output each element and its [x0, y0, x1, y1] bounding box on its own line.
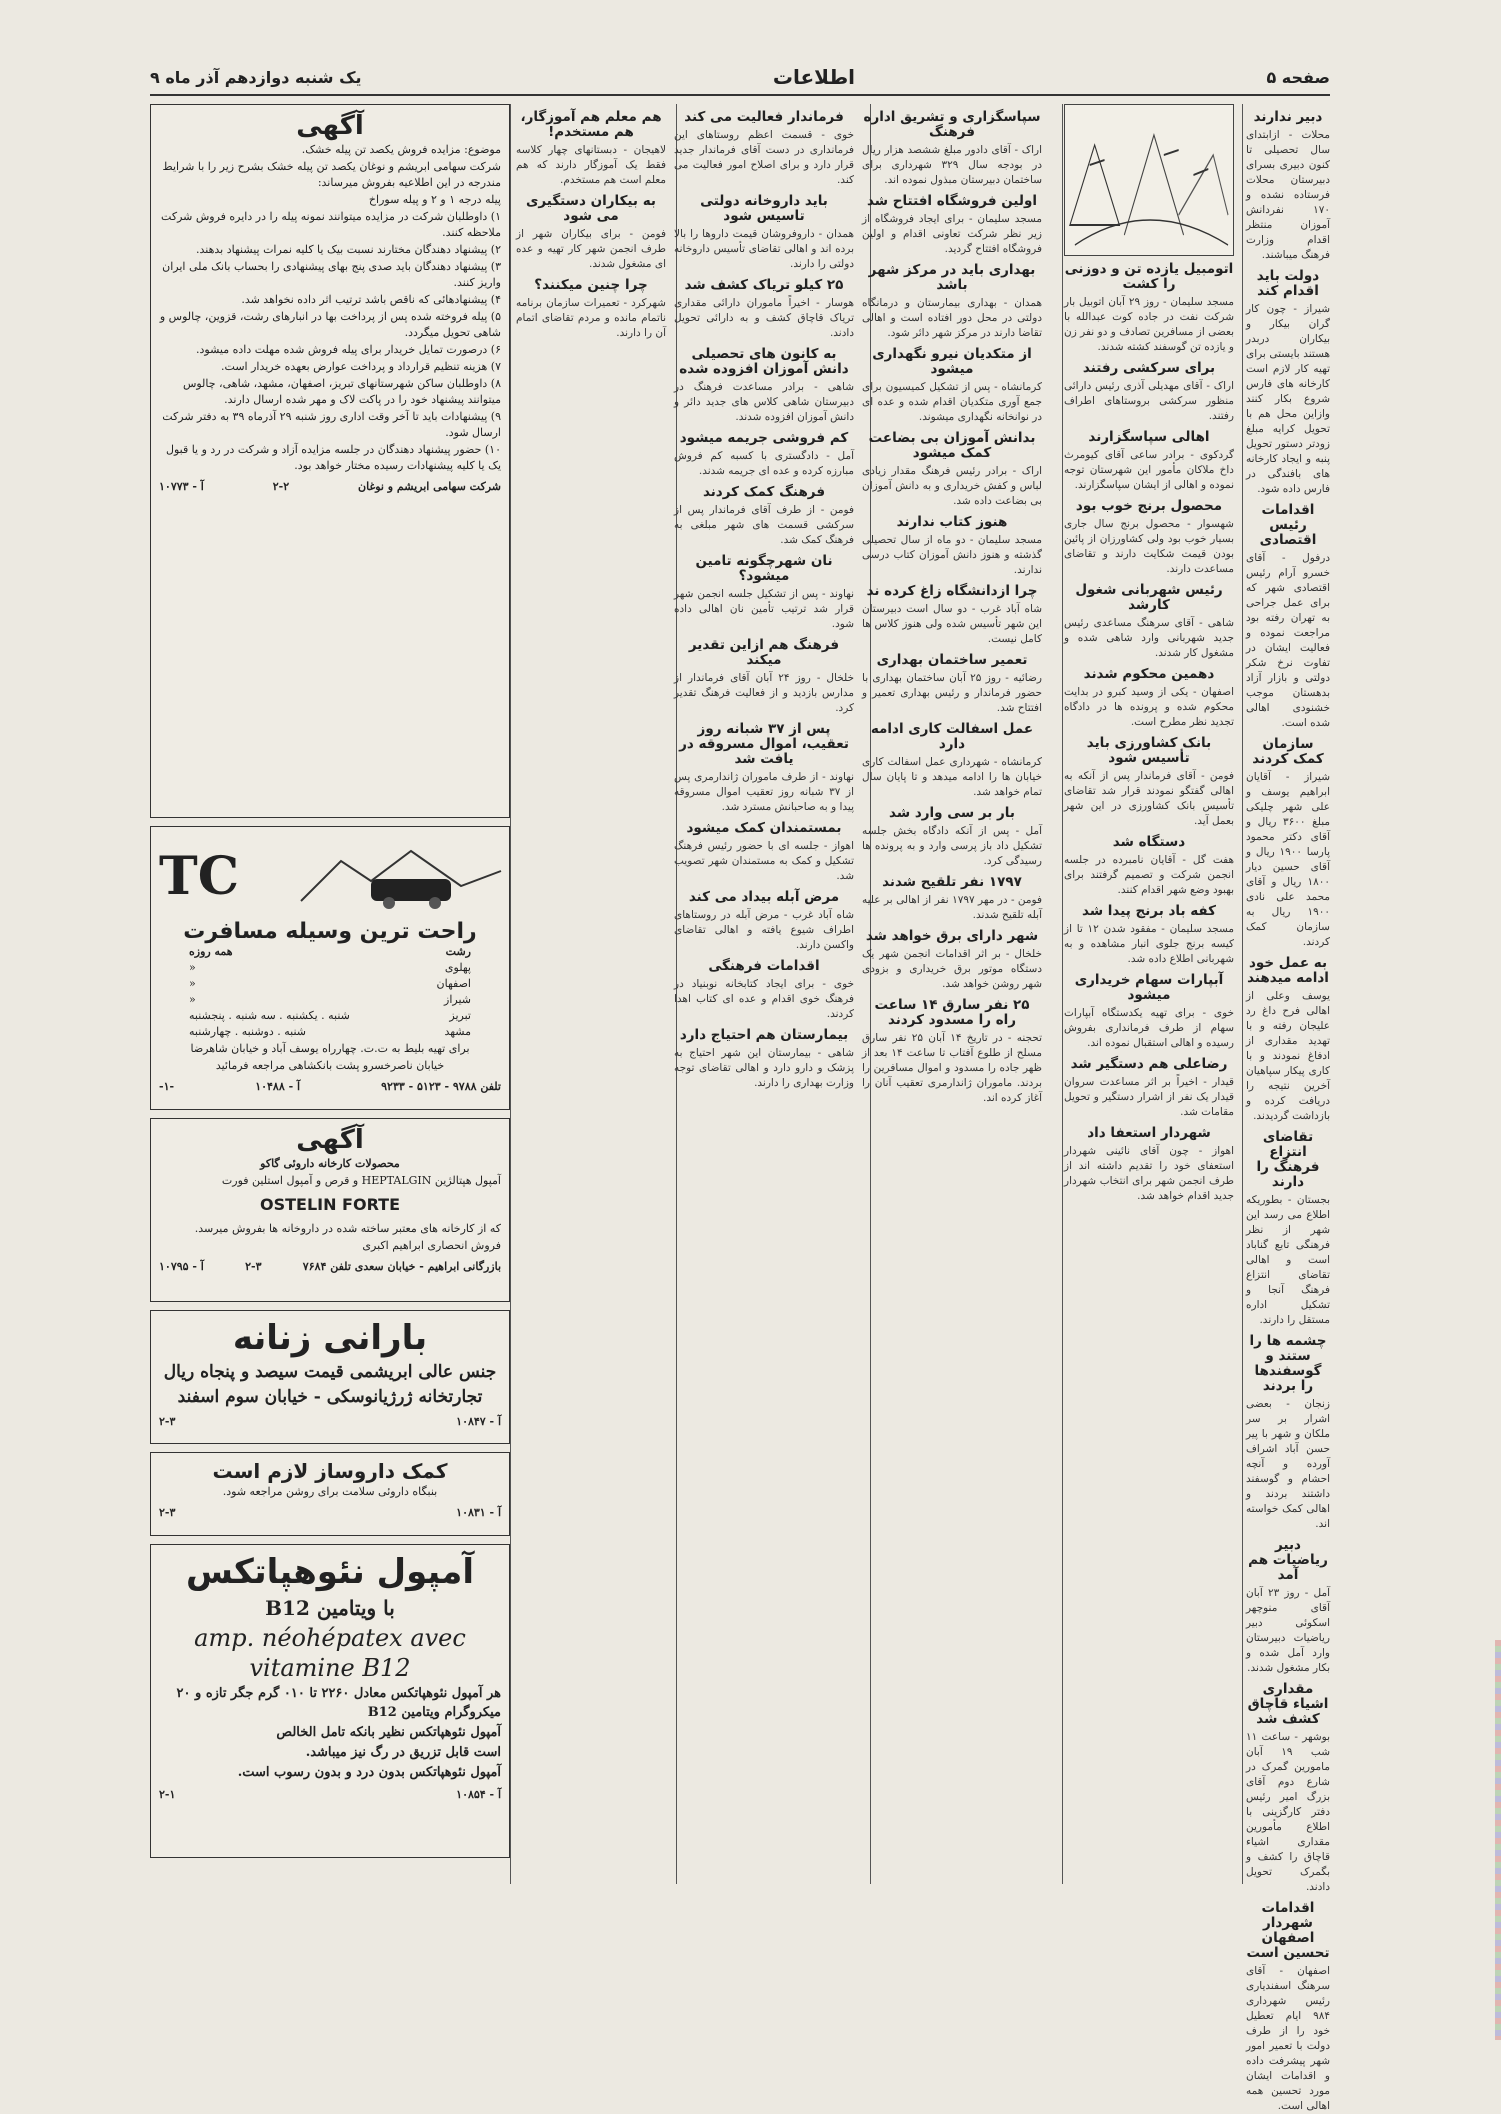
ad-text: که از کارخانه های معتبر ساخته شده در داروخانه ها بفروش میرسد. [194, 1222, 501, 1235]
article-headline: رئیس شهربانی شغول کارشد [1075, 582, 1223, 613]
route-row [159, 1024, 501, 1040]
ad-code: آ - ۱۰۴۸۸ [255, 1080, 301, 1093]
article-body: محلات - ازابتدای سال تحصیلی تا کنون دبیری بسرای دبیرستان محلات فرستاده نشده و ۱۷۰ نفردانش آموزان منتظر اقدام وزارت فرهنگ میباشند. [1246, 129, 1330, 261]
ad-text: آمپول هپتالژین HEPTALGIN و قرص و آمپول استلین فورت [221, 1174, 501, 1187]
ad-clause: ۴) پیشنهادهائی که ناقص باشد ترتیب اثر داده نخواهد شد. [241, 293, 501, 306]
article-headline: برای سرکشی رفتند [1082, 360, 1216, 376]
article-body: رضائیه - روز ۲۵ آبان ساختمان بهداری با حضور فرماندار و رئیس بهداری تعمیر و افتتاح شد. [862, 672, 1042, 714]
column-4 [674, 104, 854, 1884]
article-headline: دولت باید اقدام کند [1256, 268, 1320, 299]
page-number: صفحه ۵ [1266, 67, 1330, 87]
ad-clause: موضوع: مزایده فروش یکصد تن پیله خشک. [301, 143, 501, 156]
article-headline: تعمیر ساختمان بهداری [876, 652, 1028, 668]
article-body: اهواز - جلسه ای با حضور رئیس فرهنگ تشکیل و کمک به مستمندان شهر تصویب شد. [674, 840, 854, 882]
article-body: بوشهر - ساعت ۱۱ شب ۱۹ آبان مامورین گمرک در شارع دوم آقای بزرگ امیر رئیس دفتر کارگزینی با اطلاع مأمورین مقداری اشیاء قاچاق را کشف و بگمرک تحویل دادند. [1246, 1731, 1331, 1893]
article-headline: بهداری باید در مرکز شهر باشد [868, 262, 1036, 293]
article-body: اهواز - چون آقای نائینی شهردار استعفای خود را تقدیم داشته اند از طرف انجمن شهر برای انتخاب شهردار جدید اقدام خواهد شد. [1064, 1145, 1234, 1202]
route-row [159, 976, 501, 992]
article-body: یوسف وعلی از اهالی فرح داغ رد علیجان رفته و با تهدید مقداری از ادفاغ نمودند و با کاری پیکار سپاهیان آخرین نتیجه را دریافت کرده و بازداشت گردیدند. [1246, 990, 1330, 1122]
article-headline: بیمارستان هم احتیاج دارد [679, 1027, 849, 1043]
ad-times: ۲-۳ [245, 1260, 262, 1273]
article-headline: سپاسگزاری و تشریق اداره فرهنگ [863, 109, 1041, 140]
paper-name: اطلاعات [772, 65, 856, 89]
ad-travel [150, 826, 510, 1110]
article-headline: هنوز کتاب ندارند [896, 514, 1008, 530]
article-headline: دبیر ریاضیات هم آمد [1248, 1537, 1328, 1583]
ad-clause: ۹) پیشنهادات باید تا آخر وقت اداری روز شنبه ۲۹ آذرماه ۳۹ به دفتر شرکت ارسال شود. [162, 410, 501, 439]
route-frequency: همه روزه [189, 945, 233, 958]
route-row [159, 992, 501, 1008]
article-body: شاه آباد غرب - مرض آبله در روستاهای اطراف شیوع یافته و اهالی تقاضای واکسن دارند. [674, 909, 854, 951]
article-columns [150, 104, 1331, 2112]
ad-clause: ۱) داوطلبان شرکت در مزایده میتوانند نمونه پیله را در دایره فروش شرکت ملاحظه کنند. [161, 210, 501, 239]
article-headline: مرض آبله بیداد می کند [688, 889, 840, 905]
article-body: فومن - از طرف آقای فرماندار پس از سرکشی قسمت های شهر مبلغی به فرهنگ کمک شد. [674, 504, 854, 546]
ad-clause: پیله درجه ۱ و ۲ و پیله سوراخ [368, 193, 501, 206]
ad-text: است قابل تزریق در رگ نیز میباشد. [305, 1745, 501, 1760]
article-headline: دهمین محکوم شدند [1083, 666, 1215, 682]
article-headline: به عمل خود ادامه میدهند [1247, 955, 1329, 986]
article-headline: اقدامات رئیس اقتصادی [1259, 502, 1317, 548]
article-headline: بمستمندان کمک میشود [686, 820, 842, 836]
ad-times: ۲-۲ [272, 480, 290, 493]
article-headline: ۱۷۹۷ نفر تلقیح شدند [882, 874, 1022, 890]
product-name: OSTELIN FORTE [259, 1195, 401, 1214]
ad-code: آ - ۱۰۸۵۴ [456, 1788, 501, 1801]
article-body: اراک - آقای مهدیلی آذری رئیس دارائی منظور سرکشی بروستاهای اطراف رفتند. [1064, 380, 1234, 422]
article-headline: آبپارات سهام خریداری میشود [1074, 972, 1224, 1003]
article-body: اراک - آقای دادور مبلغ ششصد هزار ریال در بودجه سال ۳۲۹ شهرداری برای ساختمان دبیرستان مبذول نموده اند. [862, 144, 1043, 186]
article-headline: بانک کشاورزی باید تأسیس شود [1086, 735, 1212, 766]
article-body: مسجد سلیمان - روز ۲۹ آبان اتوبیل بار شرکت نفت در جاده کوت عبدالله با بعضی از مسافرین تصادف و دو نفر زن و یازده تن گوسفند کشته شدند. [1064, 296, 1234, 353]
ad-help-wanted [150, 1452, 510, 1536]
route-days: « [189, 993, 196, 1006]
ad-times: ۲-۱ [159, 1788, 176, 1801]
article-headline: ۲۵ نفر سارق ۱۴ ساعت راه را مسدود کردند [874, 997, 1030, 1028]
article-headline: بدانش آموزان بی بضاعت کمک میشود [868, 430, 1036, 461]
article-headline: کفه باد برنج پیدا شد [1082, 903, 1216, 919]
article-body: شاهی - بیمارستان این شهر احتیاج به پزشک و دارو دارد و اهالی تقاضای توجه وزارت بهداری را دارند. [674, 1047, 854, 1089]
bus-icon [301, 841, 501, 911]
company-logo: TC [159, 845, 240, 907]
article-body: هوسار - اخیراً ماموران دارائی مقداری تریاک قاچاق کشف و به دارائی تحویل دادند. [674, 297, 854, 339]
ad-code: آ - ۱۰۷۹۵ [159, 1260, 204, 1273]
article-body: خلخال - بر اثر اقدامات انجمن شهر یک دستگاه موتور برق خریداری و بزودی شهر روشن خواهد شد. [862, 948, 1042, 990]
article-headline: شهر دارای برق خواهد شد [865, 928, 1039, 944]
ad-title: کمک داروساز لازم است [212, 1459, 448, 1483]
article-body: شیراز - چون کار گران بیکار و بیکاران دربدر هستند بایستی برای تهیه کار لازم است کارخانه های فارس شروع بکار کنند وازاین محل هم با تحویل کرایه مبلغ زودتر دستور تحویل پنبه و ایجاد کارخانه های بافندگی در فارس داده شود. [1246, 303, 1330, 495]
ad-company: شرکت سهامی ابریشم و نوغان [358, 480, 501, 493]
article-headline: فرهنگ هم ازاین تقدیر میکند [688, 637, 840, 668]
ad-text: برای تهیه بلیط به ت.ت. چهارراه یوسف آباد و خیابان شاهرضا [190, 1042, 470, 1055]
ad-raincoat [150, 1310, 510, 1444]
advertisements-column [150, 104, 510, 1884]
article-body: کرمانشاه - پس از تشکیل کمیسیون برای جمع آوری متکدیان اقدام شده و عده ای در نوانخانه نگهداری میشوند. [862, 381, 1042, 423]
product-name-latin: vitamine B12 [249, 1654, 411, 1682]
ad-phone: تلفن ۹۷۸۸ - ۵۱۲۳ - ۹۲۳۳ [381, 1080, 501, 1093]
article-headline: پس از ۳۷ شبانه روز تعقیب، اموال مسروقه در یافت شد [679, 721, 849, 767]
article-body: فومن - برای بیکاران شهر از طرف انجمن شهر کار تهیه و عده ای مشغول شدند. [516, 228, 666, 270]
article-body: شیراز - آقایان ابراهیم یوسف و علی شهر چلیکی مبلغ ۳۶۰۰ ریال و آقای دکتر محمود پارسا ۱۹۰۰ ریال و آقای حسین دیار ۱۸۰۰ ریال و آقای محمد علی نادی ۱۹۰۰ ریال به سازمان کمک کردند. [1246, 771, 1330, 948]
article-body: خوی - برای ایجاد کتابخانه نوبنیاد در فرهنگ خوی اقدام و عده ای کتاب اهدا کردند. [674, 978, 854, 1020]
article-headline: ۲۵ کیلو تریاک کشف شد [684, 277, 844, 293]
article-body: فومن - در مهر ۱۷۹۷ نفر از اهالی بر علیه آبله تلقیح شدند. [862, 894, 1042, 921]
route-city: اصفهان [436, 977, 471, 990]
ad-silk-auction [150, 104, 510, 818]
article-headline: فرماندار فعالیت می کند [684, 109, 844, 125]
article-headline: باید داروخانه دولتی تاسیس شود [700, 193, 828, 224]
ad-address: بازرگانی ابراهیم - خیابان سعدی تلفن ۷۶۸۴ [302, 1260, 501, 1273]
article-headline: به کانون های تحصیلی دانش آموزان افزوده شده [679, 346, 849, 377]
ad-clause: شرکت سهامی ابریشم و نوغان یکصد تن پیله خشک بشرح زیر را با شرایط مندرجه در این اطلاعیه بفروش میرساند: [162, 160, 501, 189]
article-headline: دستگاه شد [1112, 834, 1186, 850]
ad-text: هر آمپول نئوهپاتکس معادل ۲۲۶۰ تا ۰۱۰ گرم جگر تازه و ۲۰ میکروگرام ویتامین B12 [176, 1686, 501, 1720]
article-body: نهاوند - پس از تشکیل جلسه انجمن شهر قرار شد ترتیب تأمین نان اهالی داده شود. [674, 588, 854, 630]
article-body: خلخال - روز ۲۴ آبان آقای فرماندار از مدارس بازدید و از فعالیت فرهنگ تقدیر کرد. [674, 672, 854, 714]
ad-code: آ - ۱۰۸۴۷ [456, 1415, 501, 1428]
article-body: درفول - آقای خسرو آرام رئیس اقتصادی شهر که برای عمل جراحی به تهران رفته بود مراجعت نموده و فعالیت ایشان در تفاوت نرخ شکر دولتی و بازار آزاد بدهستان موجب خشنودی اهالی شده است. [1246, 552, 1330, 729]
route-city: مشهد [444, 1025, 471, 1038]
article-headline: چرا چنین میکنند؟ [534, 277, 648, 293]
ad-clause: ۷) هزینه تنظیم قرارداد و پرداخت عوارض بعهده خریدار است. [221, 360, 501, 373]
article-headline: رضاعلی هم دستگیر شد [1070, 1056, 1228, 1072]
article-headline: نان شهرچگونه تامین میشود؟ [695, 553, 833, 584]
article-body: مسجد سلیمان - دو ماه از سال تحصیلی گذشته و هنوز دانش آموزان کتاب درسی ندارند. [862, 534, 1042, 576]
column-5 [516, 104, 666, 1884]
route-city: تبریز [449, 1009, 471, 1022]
masthead [150, 60, 1330, 96]
article-body: کرمانشاه - شهرداری عمل اسفالت کاری خیابان ها را ادامه میدهد و تا پایان سال تمام خواهد شد. [862, 756, 1042, 798]
ad-times: ۲-۳ [159, 1506, 176, 1519]
article-headline: چشمه ها را ستند و گوسفندها را بردند [1249, 1333, 1327, 1394]
article-body: لاهیجان - دبستانهای چهار کلاسه فقط یک آموزگار دارند که هم معلم است هم مستخدم. [516, 144, 666, 186]
article-headline: عمل اسفالت کاری ادامه دارد [870, 721, 1034, 752]
article-body: مسجد سلیمان - برای ایجاد فروشگاه از زیر نظر شرکت تعاونی اقدام و اولین فروشگاه افتتاح گردید. [862, 213, 1042, 255]
article-headline: مقداری اشیاء قاچاق کشف شد [1247, 1681, 1329, 1727]
route-days: « [189, 961, 196, 974]
ad-subtitle: با ویتامین B12 [265, 1596, 395, 1620]
article-body: زنجان - بعضی اشرار بر سر ملکان و شهر با پیر حسن آباد اشراف آورده و آنچه احشام و گوسفند داشتند بردند و اهالی کمک خواسته اند. [1246, 1398, 1330, 1530]
ad-text: آمپول نئوهپاتکس بدون درد و بدون رسوب است. [237, 1765, 501, 1780]
ad-clause: ۳) پیشنهاد دهندگان باید صدی پنج بهای پیشنهادی را بحساب بانک ملی ایران واریز کنند. [162, 260, 501, 289]
article-body: شاهی - آقای سرهنگ مساعدی رئیس جدید شهربانی وارد شاهی شده و مشغول کار شدند. [1064, 617, 1234, 659]
article-headline: بار بر سی وارد شد [889, 805, 1015, 821]
column-1 [1246, 104, 1331, 2112]
article-headline: تقاضای انتزاع فرهنگ را دارند [1256, 1129, 1320, 1190]
article-body: شهسوار - محصول برنج سال جاری بسیار خوب بود ولی کشاورزان از پائین بودن قیمت شکایت دارند و تقاضای مساعدت دارند. [1064, 518, 1234, 575]
column-2 [1064, 104, 1234, 1884]
article-headline: به بیکاران دستگیری می شود [526, 193, 656, 224]
route-days: شنبه . یکشنبه . سه شنبه . پنجشنبه [189, 1009, 350, 1022]
ad-title: آگهی [296, 1125, 364, 1155]
ad-pharma [150, 1118, 510, 1302]
product-name-latin: amp. néohépatex avec [194, 1624, 466, 1652]
ad-text: جنس عالی ابریشمی قیمت سیصد و پنجاه ریال [163, 1362, 497, 1382]
article-headline: اولین فروشگاه افتتاح شد [866, 193, 1037, 209]
article-body: خوی - برای تهیه یکدستگاه آبپارات سهام از طرف فرمانداری بفروش رسیده و اهالی استقبال نموده اند. [1064, 1007, 1234, 1049]
ad-title: بارانی زنانه [232, 1318, 428, 1358]
article-body: اصفهان - یکی از وسید کبرو در بدایت محکوم شده و پرونده ها در دادگاه تجدید نظر مطرح است. [1064, 686, 1234, 728]
scan-edge [1495, 1640, 1501, 2040]
article-headline: هم معلم هم آموزگار، هم مستخدم! [520, 109, 662, 140]
article-body: فومن - آقای فرماندار پس از آنکه به اهالی گفتگو نمودند قرار شد تقاضای تأسیس بانک کشاورزی در این شهر بعمل آید. [1064, 770, 1234, 827]
ad-text: خیابان ناصرخسرو پشت بانکشاهی مراجعه فرمائید [215, 1059, 445, 1072]
ad-code: آ - ۱۰۷۷۳ [159, 480, 204, 493]
article-body: مسجد سلیمان - مفقود شدن ۱۲ تا از کیسه برنج جلوی انبار مشاهده و به شهربانی اطلاع داده شد. [1064, 923, 1234, 965]
article-body: همدان - بهداری بیمارستان و درمانگاه دولتی در محل دور افتاده است و اهالی تقاضا دارند در مرکز شهر دائر شود. [862, 297, 1042, 339]
ad-clause: ۲) پیشنهاد دهندگان مختارند نسبت بیک یا کلیه نمرات پیشنهاد بدهند. [196, 243, 501, 256]
route-row [159, 960, 501, 976]
article-body: اراک - برادر رئیس فرهنگ مقدار زیادی لباس و کفش خریداری و به دانش آموزان بی بضاعت داده شد. [862, 465, 1042, 507]
ad-text: فروش انحصاری ابراهیم اکبری [362, 1239, 501, 1252]
article-body: هفت گل - آقایان نامبرده در جلسه انجمن شرکت و تصمیم گرفتند برای بهبود وضع شهر اقدام کنند. [1064, 854, 1234, 896]
article-headline: اقدامات فرهنگی [708, 958, 820, 974]
ad-neohepatex [150, 1544, 510, 1858]
ad-clause: ۵) پیله فروخته شده پس از پرداخت بها در انبارهای رشت، قزوین، چالوس و شاهی تحویل میگردد. [159, 310, 501, 339]
route-days: « [189, 977, 196, 990]
article-body: نهاوند - از طرف ماموران ژاندارمری پس از ۳۷ شبانه روز تعقیب اموال مسروقه پیدا و به صاحبانش مسترد شد. [674, 771, 854, 813]
article-headline: از متکدیان نیرو نگهداری میشود [872, 346, 1032, 377]
ad-code: آ - ۱۰۸۳۱ [456, 1506, 501, 1519]
article-body: قیدار - اخیراً بر اثر مساعدت سروان قیدار یک نفر از اشرار دستگیر و تحویل مقامات شد. [1064, 1076, 1234, 1118]
article-headline: اهالی سپاسگزارند [1088, 429, 1210, 445]
article-body: آمل - روز ۲۳ آبان آقای منوچهر اسکوئی دبیر ریاضیات دبیرستان وارد آمل شده و بکار مشغول شدند. [1246, 1587, 1330, 1674]
ad-subtitle: محصولات کارخانه داروئی گاکو [260, 1157, 400, 1170]
article-headline: اتومبیل یازده تن و دوزنی را کشت [1064, 261, 1234, 292]
article-body: شاهی - برادر مساعدت فرهنگ در دبیرستان شاهی کلاس های جدید دائر و دانش آموزان افزوده شدند. [674, 381, 854, 423]
article-body: خوی - قسمت اعظم روستاهای این فرمانداری در دست آقای فرماندار جدید قرار دارد و برای اصلاح امور فعالیت می کند. [674, 129, 854, 186]
article-body: گردکوی - برادر ساعی آقای کیومرث داخ ملاکان مأمور این شهرستان توجه نموده و اهالی از ایشان سپاسگزارند. [1064, 449, 1234, 491]
article-headline: سازمان کمک کردند [1252, 736, 1324, 767]
article-headline: دبیر ندارند [1253, 109, 1323, 125]
ad-text: آمپول نئوهپاتکس نظیر بانکه تامل الخالص [276, 1725, 501, 1740]
ad-text: بنبگاه داروئی سلامت برای روشن مراجعه شود. [222, 1485, 438, 1498]
article-body: بجستان - بطوریکه اطلاع می رسد این شهر از نظر فرهنگی تابع گناباد است و اهالی تقاضای انتزاع فرهنگ آنجا و تشکیل اداره مستقل را دارند. [1246, 1194, 1330, 1326]
ad-clause: ۸) داوطلبان ساکن شهرستانهای تبریز، اصفهان، مشهد، شاهی، چالوس میتوانند پیشنهاد خود را در پاکت لاک و مهر شده ارسال دارند. [182, 377, 501, 406]
route-city: شیراز [444, 993, 471, 1006]
article-body: آمل - دادگستری با کسبه کم فروش مبارزه کرده و عده ای جریمه شدند. [674, 450, 854, 477]
ad-title: راحت ترین وسیله مسافرت [183, 919, 477, 944]
route-city: پهلوی [444, 961, 471, 974]
article-headline: اقدامات شهردار اصفهان تحسین است [1246, 1900, 1330, 1961]
ad-title: آگهی [296, 111, 364, 141]
ad-title: آمپول نئوهپاتکس [185, 1552, 475, 1592]
article-body: شهرکرد - تعمیرات سازمان برنامه ناتمام مانده و مردم تقاضای اتمام آن را دارند. [516, 297, 666, 339]
article-body: همدان - داروفروشان قیمت داروها را بالا برده اند و اهالی تقاضای تأسیس داروخانه دولتی را دارند. [674, 228, 854, 270]
ad-clause: ۶) درصورت تمایل خریدار برای پیله فروش شده مهلت داده میشود. [196, 343, 501, 356]
route-origin: رشت [445, 945, 471, 958]
route-days: شنبه . دوشنبه . چهارشنبه [189, 1025, 306, 1038]
article-headline: چرا ازدانشگاه زاغ کرده ند [866, 583, 1038, 599]
article-headline: فرهنگ کمک کردند [702, 484, 826, 500]
article-headline: محصول برنج خوب بود [1075, 498, 1223, 514]
illustration [1064, 104, 1234, 256]
issue-date: یک شنبه دوازدهم آذر ماه ۹ [150, 67, 362, 87]
route-row [159, 1008, 501, 1024]
column-3 [862, 104, 1042, 1884]
article-headline: شهردار استعفا داد [1087, 1125, 1211, 1141]
article-body: تحجنه - در تاریخ ۱۴ آبان ۲۵ نفر سارق مسلح از طلوع آفتاب تا ساعت ۱۴ بعد از ظهر جاده را مسدود و اموال مسافرین را بردند. ماموران ژاندارمری تعقیب آنان را آغاز کرده اند. [862, 1032, 1042, 1104]
article-body: آمل - پس از آنکه دادگاه بخش جلسه تشکیل داد باز پرسی وارد و به پرونده ها رسیدگی کرد. [862, 825, 1042, 867]
ad-text: تجارتخانه ژرژیانوسکی - خیابان سوم اسفند [177, 1387, 483, 1407]
article-headline: کم فروشی جریمه میشود [679, 430, 849, 446]
ad-clause: ۱۰) حضور پیشنهاد دهندگان در جلسه مزایده آزاد و شرکت در رد و یا قبول یک یا کلیه پیشنهادات رسیده مختار خواهد بود. [165, 443, 501, 472]
article-body: اصفهان - آقای سرهنگ اسفندیاری رئیس شهرداری ۹۸۴ ایام تعطیل خود را از طرف دولت با تعمیر امور شهر پیشرفت داده و اقدامات ایشان مورد تحسین همه اهالی است. [1246, 1965, 1330, 2112]
ad-times: -۱- [159, 1080, 175, 1093]
ad-times: ۲-۳ [159, 1415, 176, 1428]
article-body: شاه آباد غرب - دو سال است دبیرستان این شهر تأسیس شده ولی هنوز کلاس ها کامل نیست. [862, 603, 1042, 645]
